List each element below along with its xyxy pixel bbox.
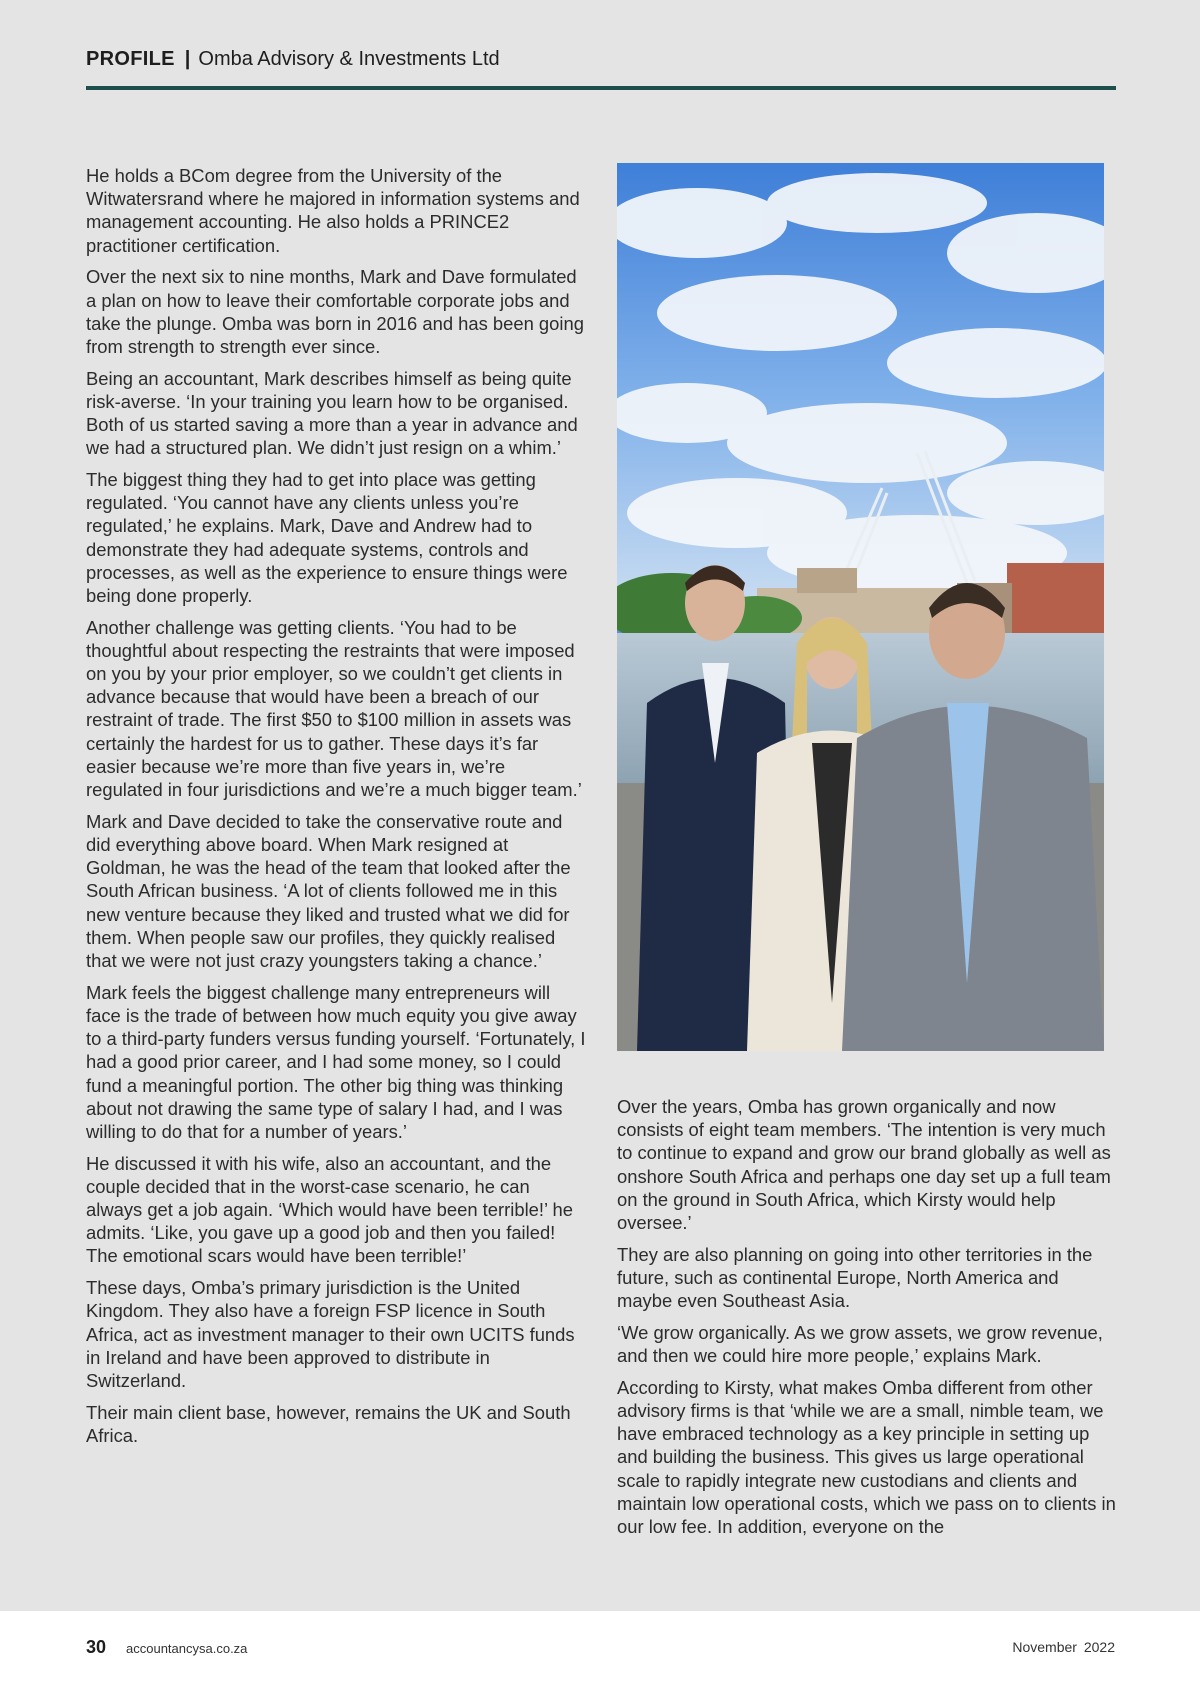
paragraph: Another challenge was getting clients. ‘You had to be thoughtful about respecting the restraints that were imposed on you by your prior employer, so we couldn’t get clients in advance because that would have been a breach of our restraint of trade. The first $50 to $100 million in assets was certainly the hardest for us to gather. These days it’s far easier because we’re more than five years in, we’re regulated in four jurisdictions and we’re a much bigger team.’ [86,616,582,801]
paragraph: ‘We grow organically. As we grow assets, we grow revenue, and then we could hire more people,’ explains Mark. [617,1321,1103,1367]
paragraph: The biggest thing they had to get into place was getting regulated. ‘You cannot have any clients unless you’re regulated,’ he explains. Mark, Dave and Andrew had to demonstrate they had adequate systems, controls and processes, as well as the experience to ensure things were being done properly. [86,468,568,606]
paragraph: Their main client base, however, remains the UK and South Africa. [86,1401,571,1446]
header-separator: | [184,48,191,70]
page-number: 30 [86,1637,107,1657]
paragraph: He discussed it with his wife, also an accountant, and the couple decided that in the worst-case scenario, he can always get a job again. ‘Which would have been terrible!’ he admits. ‘Like, you gave up a good job and then you failed! The emotional scars would have been terrible!’ [86,1152,573,1267]
running-header [86,44,1116,74]
team-photo-illustration [617,163,1104,1051]
issue-date: November 2022 [1012,1639,1115,1655]
paragraph: According to Kirsty, what makes Omba different from other advisory firms is that ‘while we are a small, nimble team, we have embraced technology as a key principle in setting up and building the business. This gives us large operational scale to rapidly integrate new custodians and clients and maintain low operational costs, which we pass on to clients in our low fee. In addition, everyone on the [617,1376,1116,1537]
paragraph: Over the years, Omba has grown organically and now consists of eight team members. ‘The intention is very much to continue to expand and grow our brand globally as well as onshore South Africa and perhaps one day set up a full team on the ground in South Africa, which Kirsty would help oversee.’ [617,1096,1111,1234]
paragraph: They are also planning on going into other territories in the future, such as continental Europe, North America and maybe even Southeast Asia. [617,1243,1093,1312]
website-link[interactable]: accountancysa.co.za [126,1641,248,1656]
article-left-column [86,164,586,1456]
page-footer [0,1611,1200,1696]
article-right-column [617,1095,1117,1547]
paragraph: Over the next six to nine months, Mark and Dave formulated a plan on how to leave their comfortable corporate jobs and take the plunge. Omba was born in 2016 and has been going from strength to strength ever since. [86,266,584,357]
paragraph: These days, Omba’s primary jurisdiction is the United Kingdom. They also have a foreign FSP licence in South Africa, act as investment manager to their own UCITS funds in Ireland and have been approved to distribute in Switzerland. [86,1277,575,1391]
team-photo [617,163,1104,1051]
company-name: Omba Advisory & Investments Ltd [198,48,500,70]
paragraph: Mark feels the biggest challenge many entrepreneurs will face is the trade of between how much equity you give away to a third-party funders versus funding yourself. ‘Fortunately, I had a good prior career, and I had some money, so I could fund a meaningful portion. The other big thing was thinking about not drawing the same type of salary I had, and I was willing to do that for a number of years.’ [86,981,586,1142]
section-label: PROFILE [86,48,175,70]
paragraph: He holds a BCom degree from the University of the Witwatersrand where he majored in information systems and management accounting. He also holds a PRINCE2 practitioner certification. [86,165,580,256]
header-rule [86,86,1116,90]
paragraph: Being an accountant, Mark describes himself as being quite risk-averse. ‘In your training you learn how to be organised. Both of us started saving a more than a year in advance and we had a structured plan. We didn’t just resign on a whim.’ [86,367,578,459]
paragraph: Mark and Dave decided to take the conservative route and did everything above board. When Mark resigned at Goldman, he was the head of the team that looked after the South African business. ‘A lot of clients followed me in this new venture because they liked and trusted what we did for them. When people saw our profiles, they quickly realised that we were not just crazy youngsters taking a chance.’ [86,810,571,971]
